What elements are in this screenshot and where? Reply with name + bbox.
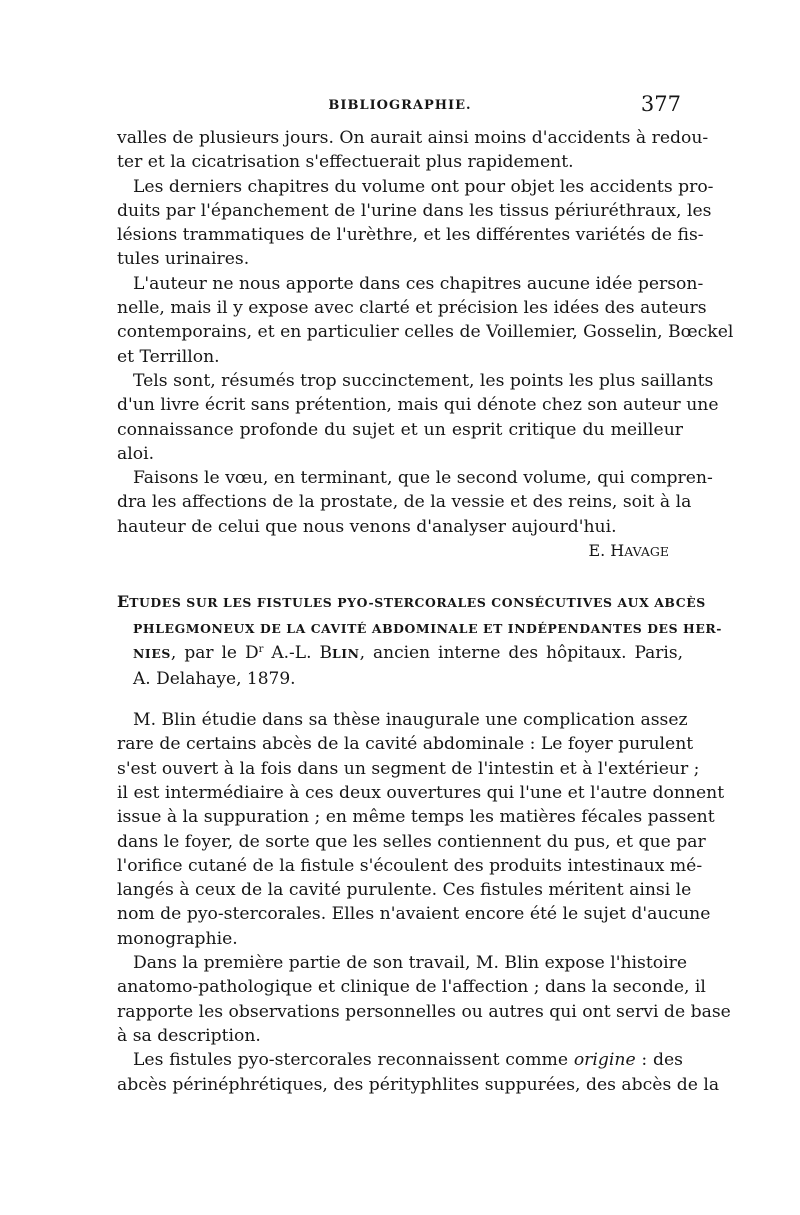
- text-line: connaissance profonde du sujet et un esprit critique du meilleur: [117, 419, 683, 440]
- text-line: aloi.: [117, 443, 155, 464]
- paragraph-last-chapters: [117, 175, 714, 272]
- paragraph-continuation: [117, 126, 709, 175]
- text-line: nelle, mais il y expose avec clarté et précision les idées des auteurs: [117, 298, 707, 319]
- page-number: 377: [640, 92, 681, 116]
- paragraph-thesis: [117, 708, 725, 951]
- text-line: tules urinaires.: [117, 249, 250, 270]
- heading-line: A. Delahaye, 1879.: [133, 668, 296, 689]
- text-line: ter et la cicatrisation s'effectuerait plus rapidement.: [117, 152, 574, 173]
- text-line: Faisons le vœu, en terminant, que le second volume, qui compren-: [133, 468, 713, 489]
- text-line: hauteur de celui que nous venons d'analyser aujourd'hui.: [117, 516, 617, 537]
- doctor-superscript: r: [258, 644, 264, 656]
- review-heading: [117, 590, 723, 691]
- paragraph-first-part: [117, 951, 731, 1048]
- emphasis-origine: origine: [573, 1050, 636, 1071]
- heading-text: PHLEGMONEUX DE LA CAVITÉ ABDOMINALE ET INDÉPENDANTES DES HER-: [133, 620, 723, 636]
- text-line: dans le foyer, de sorte que les selles contiennent du pus, et que par: [117, 831, 706, 852]
- book-page: [117, 92, 734, 1097]
- text-line: rare de certains abcès de la cavité abdominale : Le foyer purulent: [117, 734, 694, 755]
- text-line: duits par l'épanchement de l'urine dans les tissus périuréthraux, les: [117, 200, 712, 221]
- running-title: BIBLIOGRAPHIE.: [328, 98, 472, 113]
- text-run: Les fistules pyo-stercorales reconnaissent comme: [133, 1050, 574, 1071]
- text-line: monographie.: [117, 928, 238, 949]
- text-line: langés à ceux de la cavité purulente. Ces fistules méritent ainsi le: [117, 880, 692, 901]
- heading-author-name: LIN: [331, 646, 360, 662]
- text-line: contemporains, et en particulier celles de Voillemier, Gosselin, Bœckel: [117, 322, 734, 343]
- text-line: Tels sont, résumés trop succinctement, les points les plus saillants: [133, 370, 714, 391]
- review-signature: [117, 539, 683, 564]
- page-header: [117, 92, 683, 126]
- text-line: à sa description.: [117, 1025, 261, 1046]
- heading-author-suffix: , ancien interne des hôpitaux. Paris,: [359, 643, 683, 664]
- text-line: M. Blin étudie dans sa thèse inaugurale une complication assez: [133, 710, 688, 731]
- signature-rest: AVAGE: [624, 544, 669, 560]
- text-line: il est intermédiaire à ces deux ouvertures qui l'une et l'autre donnent: [117, 782, 725, 803]
- text-line: s'est ouvert à la fois dans un segment de l'intestin et à l'extérieur ;: [117, 758, 700, 779]
- paragraph-author-ideas: [117, 272, 734, 369]
- text-line: rapporte les observations personnelles ou autres qui ont servi de base: [117, 1001, 731, 1022]
- text-run: : des: [635, 1050, 683, 1071]
- heading-initial: E: [117, 592, 130, 612]
- text-line: d'un livre écrit sans prétention, mais qui dénote chez son auteur une: [117, 395, 719, 416]
- heading-line: [117, 590, 706, 616]
- heading-author-initials: A.-L. B: [263, 643, 332, 664]
- section-gap: [117, 564, 683, 590]
- text-line: dra les affections de la prostate, de la vessie et des reins, soit à la: [117, 492, 692, 513]
- text-line: L'auteur ne nous apporte dans ces chapitres aucune idée person-: [133, 273, 704, 294]
- heading-line: [117, 616, 723, 642]
- text-line: issue à la suppuration ; en même temps les matières fécales passent: [117, 807, 715, 828]
- text-line: lésions trammatiques de l'urèthre, et les différentes variétés de fis-: [117, 225, 704, 246]
- heading-text: NIES: [133, 646, 171, 662]
- text-line: [117, 1048, 683, 1072]
- text-line: Dans la première partie de son travail, M. Blin expose l'histoire: [133, 953, 687, 974]
- text-line: et Terrillon.: [117, 346, 220, 367]
- section-gap: [117, 691, 683, 708]
- text-line: abcès périnéphrétiques, des pérityphlites suppurées, des abcès de la: [117, 1074, 720, 1095]
- text-line: valles de plusieurs jours. On aurait ainsi moins d'accidents à redou-: [117, 128, 709, 148]
- text-line: nom de pyo-stercorales. Elles n'avaient encore été le sujet d'aucune: [117, 904, 711, 925]
- paragraph-summary: [117, 369, 719, 466]
- paragraph-origin: [117, 1048, 720, 1097]
- text-line: l'orifice cutané de la fistule s'écoulent des produits intestinaux mé-: [117, 855, 703, 876]
- text-line: anatomo-pathologique et clinique de l'affection ; dans la seconde, il: [117, 977, 706, 998]
- paragraph-wish: [117, 466, 713, 539]
- heading-text: TUDES SUR LES FISTULES PYO-STERCORALES CONSÉCUTIVES AUX ABCÈS: [129, 595, 706, 611]
- heading-author-prefix: , par le D: [170, 643, 259, 664]
- signature-initial: E. H: [588, 541, 625, 561]
- heading-line: [117, 641, 683, 667]
- text-line: Les derniers chapitres du volume ont pour objet les accidents pro-: [133, 176, 714, 197]
